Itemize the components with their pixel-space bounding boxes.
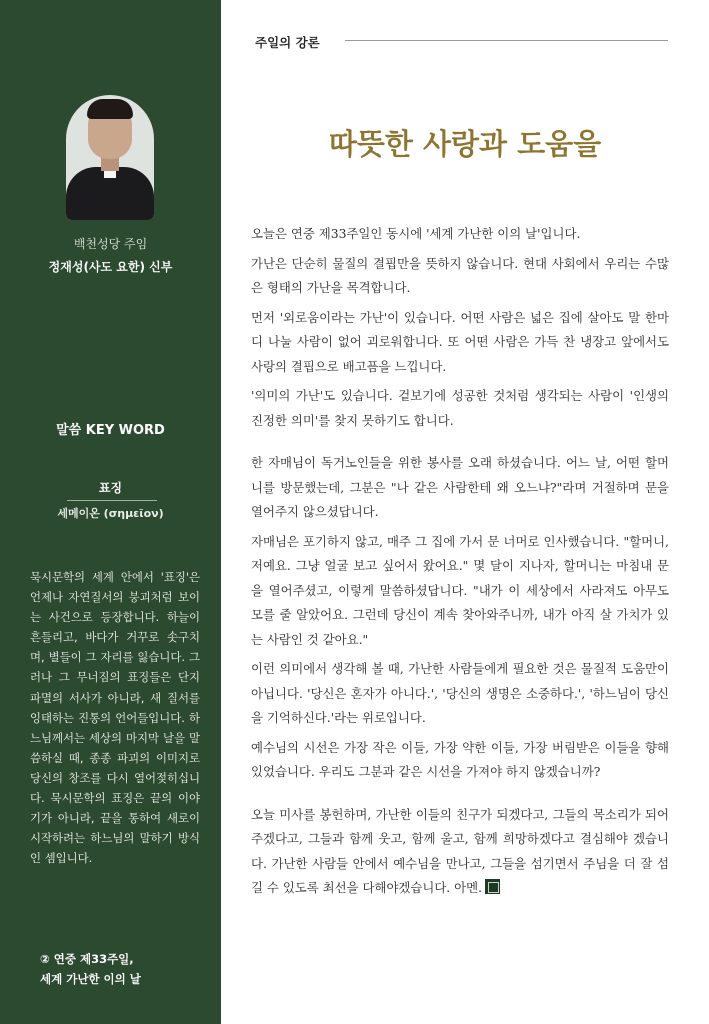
footnote bbox=[40, 949, 210, 989]
keyword-greek: 세메이온 (σημεῖον) bbox=[57, 507, 164, 520]
keyword-body: 묵시문학의 세계 안에서 '표징'은 언제나 자연질서의 붕괴처럼 보이는 사건으로 등장합니다. 하늘이 흔들리고, 바다가 거꾸로 솟구치며, 별들이 그 자리를 잃습니다. 그러나 그 무너짐의 표징들은 단지 파멸의 서사가 아니라, 새 질서를 잉태하는 진통의 언어들입니다. 하느님께서는 세상의 마지막 날을 말씀하실 때, 종종 파괴의 이미지로 당신의 창조를 다시 열어젖히십니다. 묵시문학의 표징은 끝의 이야기가 아니라, 끝을 통하여 새로이 시작하려는 하느님의 말하기 방식인 셈입니다. bbox=[30, 570, 200, 866]
footnote-line-2: 세계 가난한 이의 날 bbox=[40, 972, 141, 986]
article-paragraph: 가난은 단순히 물질의 결핍만을 뜻하지 않습니다. 현대 사회에서 우리는 수많은 형태의 가난을 목격합니다. bbox=[251, 255, 669, 295]
priest-name: 정재성(사도 요한) 신부 bbox=[48, 260, 173, 274]
article-paragraph-text: 오늘 미사를 봉헌하며, 가난한 이들의 친구가 되겠다고, 그들의 목소리가 되어주겠다고, 그들과 함께 웃고, 함께 울고, 함께 희망하겠다고 결심해야 겠습니다. 가난한 사람들 안에서 예수님을 만나고, 그들을 섬기면서 주님을 더 잘 섬길 수 있도록 최선을 다해야겠습니다. 아멘. bbox=[251, 806, 669, 895]
article-paragraph: 이런 의미에서 생각해 볼 때, 가난한 사람들에게 필요한 것은 물질적 도움만이 아닙니다. '당신은 혼자가 아니다.', '당신의 생명은 소중하다.', '하느님이 당신을 기억하신다.'라는 위로입니다. bbox=[251, 661, 669, 725]
parish-name: 백천성당 주임 bbox=[73, 237, 148, 251]
article-paragraph: '의미의 가난'도 있습니다. 겉보기에 성공한 것처럼 생각되는 사람이 '인생의 진정한 의미'를 찾지 못하기도 합니다. bbox=[251, 388, 669, 428]
section-label: 주일의 강론 bbox=[255, 35, 320, 50]
priest-portrait bbox=[66, 95, 154, 220]
footnote-line-1: ② 연중 제33주일, bbox=[40, 952, 134, 966]
article-paragraph: 예수님의 시선은 가장 작은 이들, 가장 약한 이들, 가장 버림받은 이들을 향해 있었습니다. 우리도 그분과 같은 시선을 가져야 하지 않겠습니까? bbox=[251, 739, 669, 779]
portrait-collar bbox=[104, 171, 116, 178]
article-paragraph: 자매님은 포기하지 않고, 매주 그 집에 가서 문 너머로 인사했습니다. "할머니, 저예요. 그냥 얼굴 보고 싶어서 왔어요." 몇 달이 지나자, 할머니는 마침내 문을 열어주셨고, 이렇게 말씀하셨답니다. "내가 이 세상에서 사라져도 아무도 모를 줄 알았어요. 그런데 당신이 계속 찾아와주니까, 내가 아직 살 가치가 있는 사람인 것 같아요." bbox=[251, 533, 669, 647]
article-paragraph: 오늘은 연중 제33주일인 동시에 '세계 가난한 이의 날'입니다. bbox=[251, 226, 581, 241]
portrait-hair bbox=[87, 99, 133, 119]
keyword-heading: 말씀 KEY WORD bbox=[56, 423, 165, 438]
keyword-term: 표징 bbox=[98, 481, 123, 495]
article-paragraph: 한 자매님이 독거노인들을 위한 봉사를 오래 하셨습니다. 어느 날, 어떤 할머니를 방문했는데, 그분은 "나 같은 사람한테 왜 오느냐?"라며 거절하며 문을 열어주지 않으셨답니다. bbox=[251, 455, 669, 519]
keyword-divider bbox=[67, 500, 157, 501]
article-title: 따뜻한 사랑과 도움을 bbox=[328, 127, 602, 161]
article-body bbox=[251, 222, 669, 906]
article-final-paragraph bbox=[251, 803, 669, 901]
sidebar bbox=[0, 0, 221, 1024]
article-paragraph: 먼저 '외로움이라는 가난'이 있습니다. 어떤 사람은 넓은 집에 살아도 말 한마디 나눌 사람이 없어 괴로워합니다. 또 어떤 사람은 가득 찬 냉장고 앞에서도 사랑의 결핍으로 배고픔을 느낍니다. bbox=[251, 309, 669, 374]
seal-icon bbox=[485, 879, 500, 894]
header-divider bbox=[345, 40, 668, 41]
